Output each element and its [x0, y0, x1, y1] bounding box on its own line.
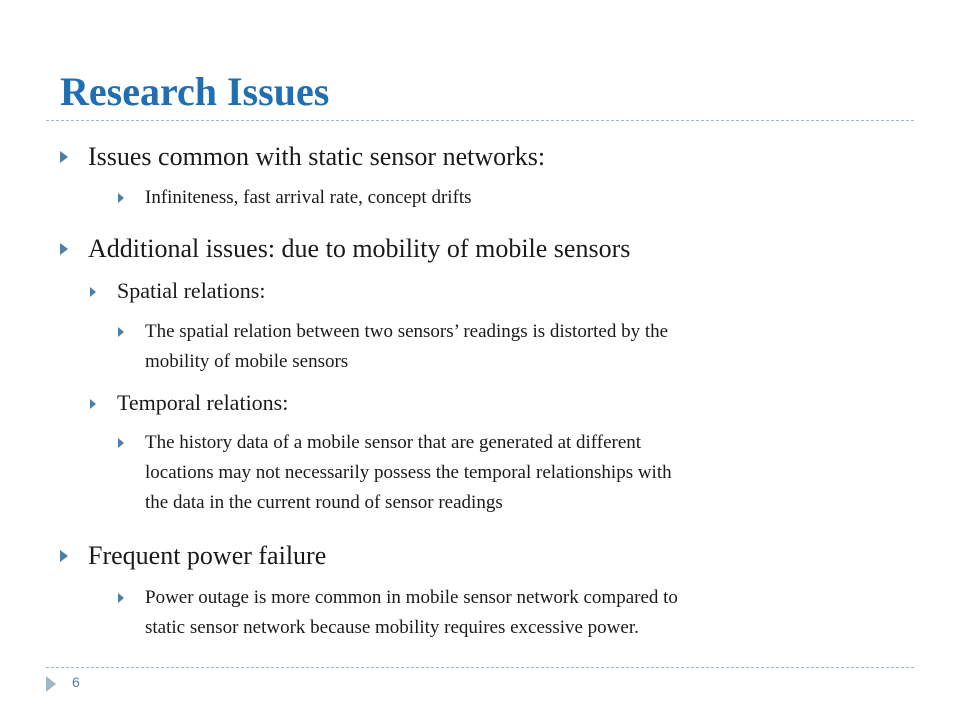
sub-bullet-spatial	[117, 276, 265, 306]
bullet-mobility-issues	[88, 232, 630, 266]
title-divider	[46, 120, 914, 121]
sub-sub-bullet-arrow-icon	[118, 438, 124, 448]
sub-sub-bullet-arrow-icon	[118, 327, 124, 337]
bullet-power-failure	[88, 539, 326, 573]
bullet-arrow-icon	[60, 243, 68, 255]
sub-bullet-text: Spatial relations:	[117, 278, 266, 303]
temporal-detail-line-1: The history data of a mobile sensor that are generated at different	[145, 432, 642, 453]
spatial-detail-line-2: mobility of mobile sensors	[145, 351, 349, 372]
bullet-text: Additional issues: due to mobility of mobile sensors	[88, 234, 631, 263]
power-detail	[145, 583, 678, 643]
sub-bullet-infiniteness	[145, 183, 472, 213]
sub-bullet-arrow-icon	[118, 193, 124, 203]
slide-title: Research Issues	[60, 69, 330, 114]
footer-divider	[46, 667, 914, 668]
sub-bullet-temporal	[117, 388, 288, 418]
spatial-detail	[145, 317, 668, 377]
sub-bullet-text: Temporal relations:	[117, 390, 289, 415]
bullet-arrow-icon	[60, 550, 68, 562]
bullet-static-issues	[88, 140, 545, 174]
temporal-detail-line-2: locations may not necessarily possess the temporal relationships with	[145, 462, 672, 483]
sub-bullet-arrow-icon	[90, 399, 96, 409]
spatial-detail-line-1: The spatial relation between two sensors’ readings is distorted by the	[145, 321, 669, 342]
temporal-detail	[145, 428, 672, 518]
sub-bullet-arrow-icon	[118, 593, 124, 603]
bullet-arrow-icon	[60, 151, 68, 163]
sub-bullet-text: Infiniteness, fast arrival rate, concept drifts	[145, 187, 472, 208]
sub-bullet-arrow-icon	[90, 287, 96, 297]
bullet-text: Frequent power failure	[88, 541, 327, 570]
bullet-text: Issues common with static sensor networks:	[88, 142, 546, 171]
footer-triangle-icon	[46, 676, 56, 692]
temporal-detail-line-3: the data in the current round of sensor readings	[145, 492, 503, 513]
power-detail-line-2: static sensor network because mobility requires excessive power.	[145, 617, 639, 638]
power-detail-line-1: Power outage is more common in mobile sensor network compared to	[145, 587, 678, 608]
page-number: 6	[72, 674, 80, 690]
